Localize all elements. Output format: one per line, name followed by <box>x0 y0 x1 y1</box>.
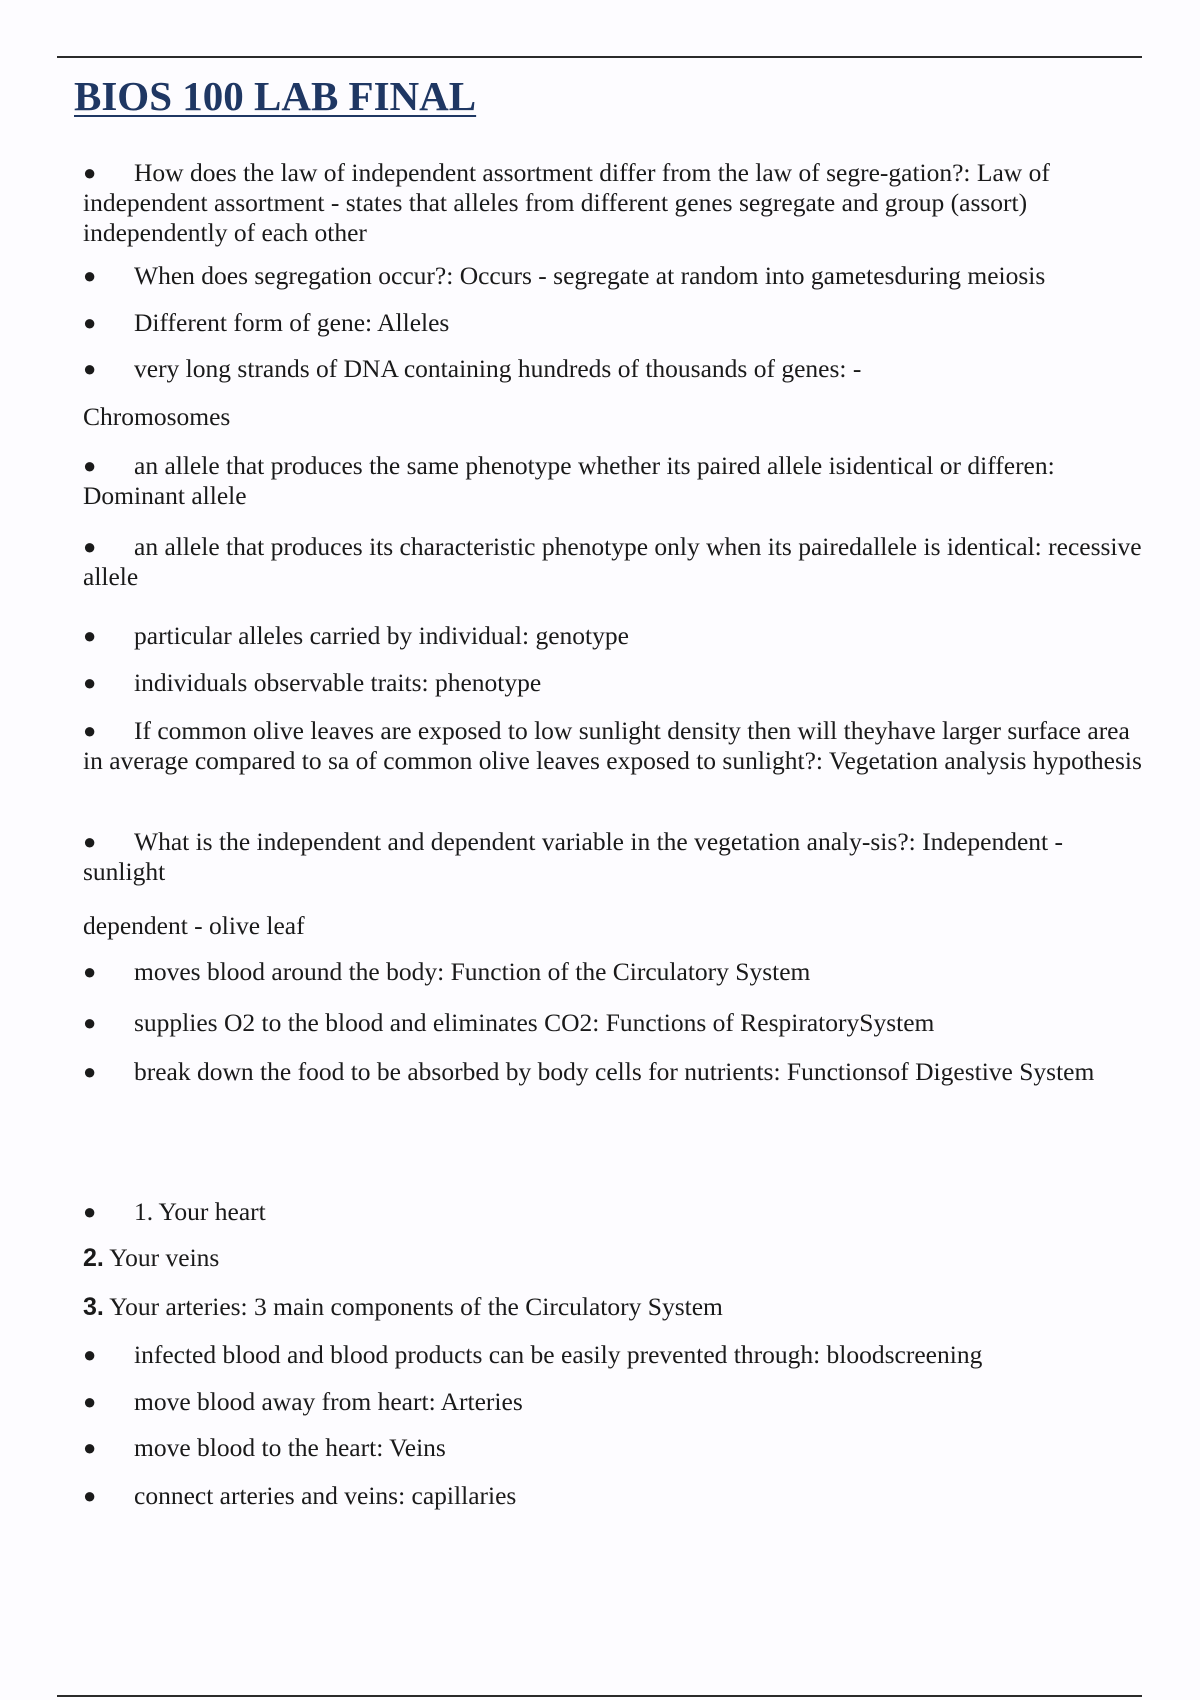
list-item <box>83 1481 1143 1511</box>
document-title: BIOS 100 LAB FINAL <box>74 73 477 119</box>
item-text: infected blood and blood products can be easily prevented through: bloodscreening <box>134 1340 983 1369</box>
item-text: move blood to the heart: Veins <box>134 1433 446 1462</box>
list-item <box>83 1387 1143 1417</box>
bullet-icon: ● <box>83 1059 97 1084</box>
list-item <box>83 716 1143 776</box>
bullet-icon: ● <box>83 1389 97 1414</box>
item-text: moves blood around the body: Function of the Circulatory System <box>134 957 811 986</box>
list-item <box>83 827 1143 887</box>
bottom-rule <box>57 1695 1142 1697</box>
list-item <box>83 261 1143 291</box>
item-text: an allele that produces its characteristic phenotype only when its pairedallele is identical: recessive allele <box>83 532 1142 591</box>
bullet-icon: ● <box>83 670 97 695</box>
list-item <box>83 532 1143 592</box>
item-text: very long strands of DNA containing hundreds of thousands of genes: - <box>134 354 862 383</box>
bullet-icon: ● <box>83 623 97 648</box>
list-item <box>83 1197 1143 1227</box>
bullet-icon: ● <box>83 1342 97 1367</box>
list-item <box>83 957 1143 987</box>
item-text: Different form of gene: Alleles <box>134 308 450 337</box>
item-text: break down the food to be absorbed by body cells for nutrients: Functionsof Digestive System <box>134 1057 1095 1086</box>
item-text: How does the law of independent assortment differ from the law of segre-gation?: Law of independent assortment - states that alleles from different genes segregate and group (assort) independently of each other <box>83 158 1050 247</box>
numbered-item <box>83 1292 1143 1322</box>
list-item <box>83 354 1143 384</box>
item-number: 3. <box>83 1293 104 1321</box>
list-item <box>83 668 1143 698</box>
bullet-icon: ● <box>83 1483 97 1508</box>
bullet-icon: ● <box>83 356 97 381</box>
list-item <box>83 158 1143 248</box>
item-text: move blood away from heart: Arteries <box>134 1387 523 1416</box>
bullet-icon: ● <box>83 310 97 335</box>
list-item <box>83 451 1143 511</box>
bullet-icon: ● <box>83 1199 97 1224</box>
item-text: connect arteries and veins: capillaries <box>134 1481 517 1510</box>
bullet-icon: ● <box>83 534 97 559</box>
list-item <box>83 621 1143 651</box>
item-text: particular alleles carried by individual: genotype <box>134 621 629 650</box>
item-text: When does segregation occur?: Occurs - segregate at random into gametesduring meiosis <box>134 261 1046 290</box>
bullet-icon: ● <box>83 160 97 185</box>
numbered-item <box>83 1243 1143 1273</box>
item-text: If common olive leaves are exposed to low sunlight density then will theyhave larger surface area in average compared to sa of common olive leaves exposed to sunlight?: Vegetation analysis hypothesis <box>83 716 1142 775</box>
item-text: individuals observable traits: phenotype <box>134 668 542 697</box>
list-item <box>83 1340 1143 1370</box>
item-text: Your arteries: 3 main components of the Circulatory System <box>109 1292 723 1321</box>
continuation-text: Chromosomes <box>83 402 231 431</box>
top-rule <box>57 56 1142 58</box>
bullet-icon: ● <box>83 453 97 478</box>
list-item <box>83 308 1143 338</box>
list-item <box>83 1433 1143 1463</box>
bullet-icon: ● <box>83 718 97 743</box>
item-text: an allele that produces the same phenotype whether its paired allele isidentical or differen: Dominant allele <box>83 451 1055 510</box>
bullet-icon: ● <box>83 829 97 854</box>
item-text: 1. Your heart <box>134 1197 266 1226</box>
item-text: Your veins <box>109 1243 220 1272</box>
bullet-icon: ● <box>83 263 97 288</box>
bullet-icon: ● <box>83 1435 97 1460</box>
bullet-icon: ● <box>83 1010 97 1035</box>
list-item <box>83 1008 1143 1038</box>
item-text: supplies O2 to the blood and eliminates CO2: Functions of RespiratorySystem <box>134 1008 935 1037</box>
continuation-text: dependent - olive leaf <box>83 911 305 940</box>
item-text: What is the independent and dependent variable in the vegetation analy-sis?: Independent - sunlight <box>83 827 1063 886</box>
item-number: 2. <box>83 1244 104 1272</box>
list-item <box>83 1057 1143 1087</box>
bullet-icon: ● <box>83 959 97 984</box>
